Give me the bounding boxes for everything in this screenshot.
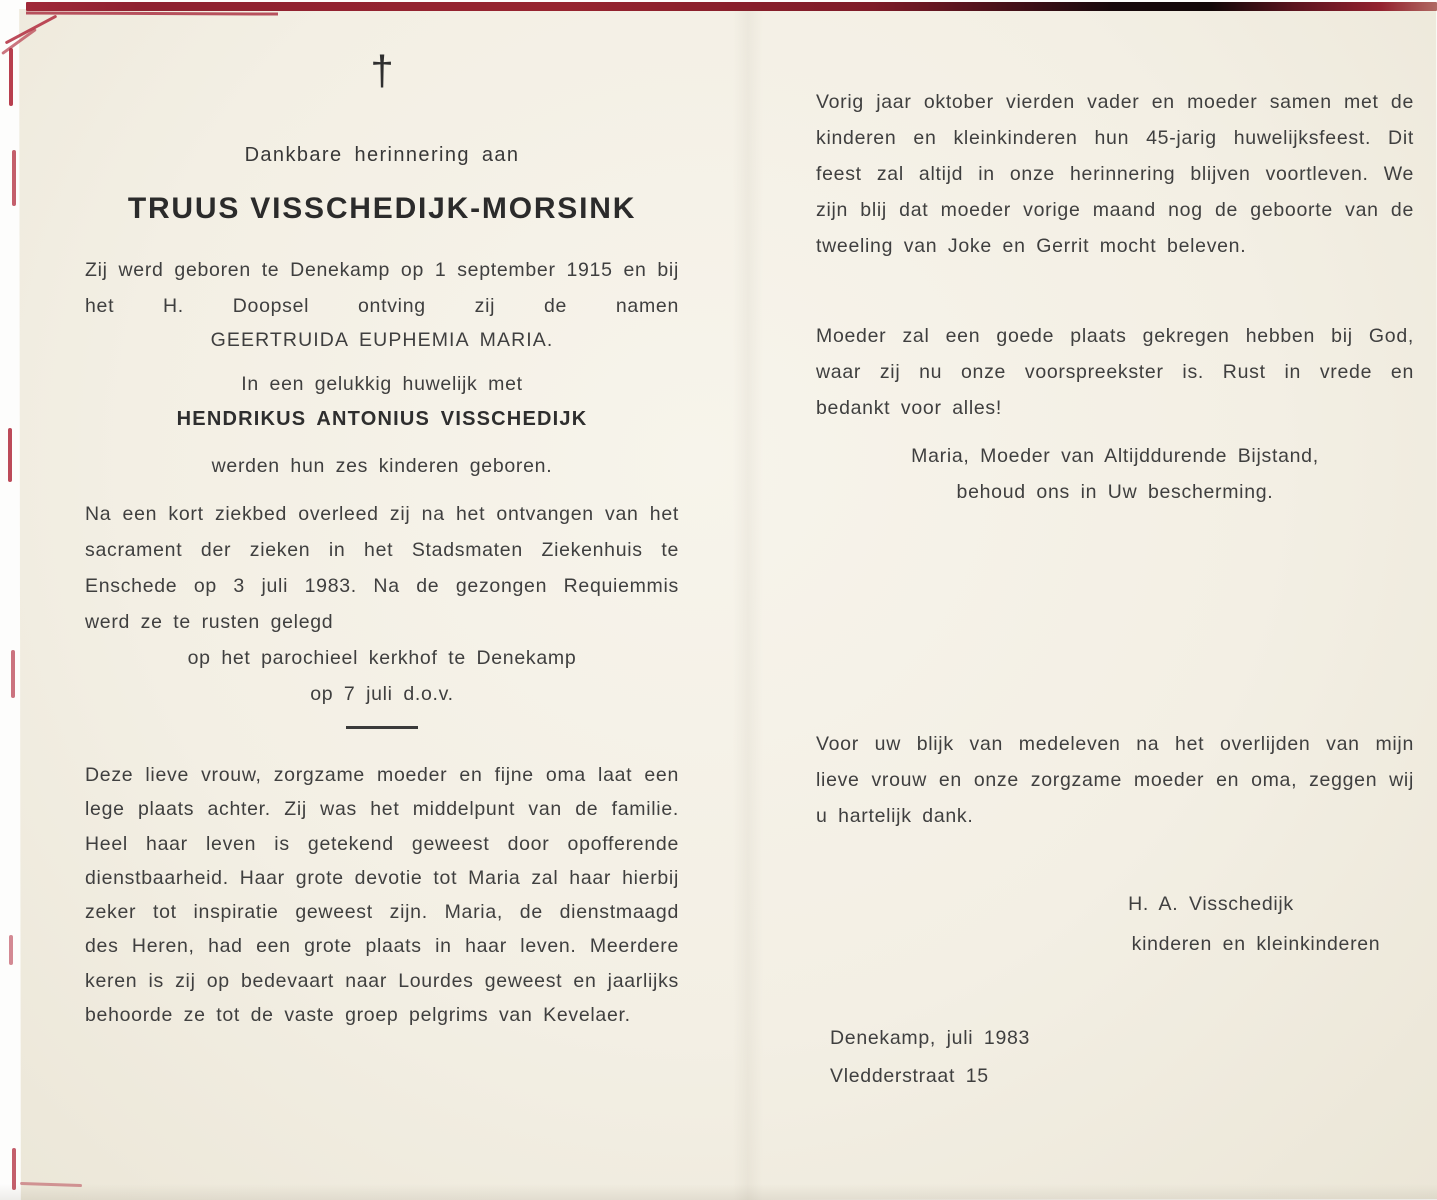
red-edge-mark <box>11 650 15 698</box>
burial-line: op het parochieel kerkhof te Denekamp <box>187 647 577 669</box>
section-divider <box>346 726 418 729</box>
red-edge-mark <box>12 150 16 206</box>
left-page <box>85 0 679 1200</box>
baptism-names: GEERTRUIDA EUPHEMIA MARIA. <box>210 329 554 351</box>
deceased-name: TRUUS VISSCHEDIJK-MORSINK <box>127 192 637 225</box>
card-fold-shadow <box>733 8 763 1200</box>
burial-date-line: op 7 juli d.o.v. <box>310 683 454 705</box>
signature-subtext: kinderen en kleinkinderen <box>1131 933 1381 955</box>
condolence-thanks-paragraph: Voor uw blijk van medeleven na het overlijden van mijn lieve vrouw en onze zorgzame moeder en oma, zeggen wij u hartelijk dank. <box>816 733 1414 827</box>
red-edge-mark <box>9 935 13 965</box>
signature-name: H. A. Visschedijk <box>1128 893 1294 915</box>
memorial-intro: Dankbare herinnering aan <box>244 144 520 166</box>
anniversary-paragraph: Vorig jaar oktober vierden vader en moeder samen met de kinderen en kleinkinderen hun 45-jarig huwelijksfeest. Dit feest zal altijd in onze herinnering blijven voortleven. We zijn blij dat moeder vorige maand nog de geboorte van de tweeling van Joke en Gerrit mocht beleven. <box>816 91 1414 257</box>
red-edge-mark <box>9 48 13 106</box>
prayer-line-2: behoud ons in Uw bescherming. <box>956 481 1274 503</box>
birth-paragraph: Zij werd geboren te Denekamp op 1 september 1915 en bij het H. Doopsel ontving zij de namen <box>85 259 679 317</box>
cross-icon: † <box>370 47 394 94</box>
marriage-intro: In een gelukkig huwelijk met <box>241 373 523 395</box>
place-date: Denekamp, juli 1983 <box>830 1027 1031 1049</box>
red-edge-mark <box>8 428 12 482</box>
children-line: werden hun zes kinderen geboren. <box>211 455 553 477</box>
god-paragraph: Moeder zal een goede plaats gekregen hebben bij God, waar zij nu onze voorspreekster is. Rust in vrede en bedankt voor alles! <box>816 325 1414 419</box>
address: Vledderstraat 15 <box>830 1065 989 1087</box>
death-paragraph: Na een kort ziekbed overleed zij na het ontvangen van het sacrament der zieken in het Stadsmaten Ziekenhuis te Enschede op 3 juli 1983. Na de gezongen Requiemmis werd ze te rusten gelegd <box>85 503 679 633</box>
tribute-paragraph: Deze lieve vrouw, zorgzame moeder en fijne oma laat een lege plaats achter. Zij was het middelpunt van de familie. Heel haar leven is getekend geweest door opofferende dienstbaarheid. Haar grote devotie tot Maria zal haar hierbij zeker tot inspiratie geweest zijn. Maria, de dienstmaagd des Heren, had een grote plaats in haar leven. Meerdere keren is zij op bedevaart naar Lourdes geweest en jaarlijks behoorde ze tot de vaste groep pelgrims van Kevelaer. <box>85 764 679 1027</box>
prayer-line-1: Maria, Moeder van Altijddurende Bijstand, <box>911 445 1319 467</box>
right-page <box>816 0 1414 1200</box>
husband-name: HENDRIKUS ANTONIUS VISSCHEDIJK <box>176 408 588 430</box>
